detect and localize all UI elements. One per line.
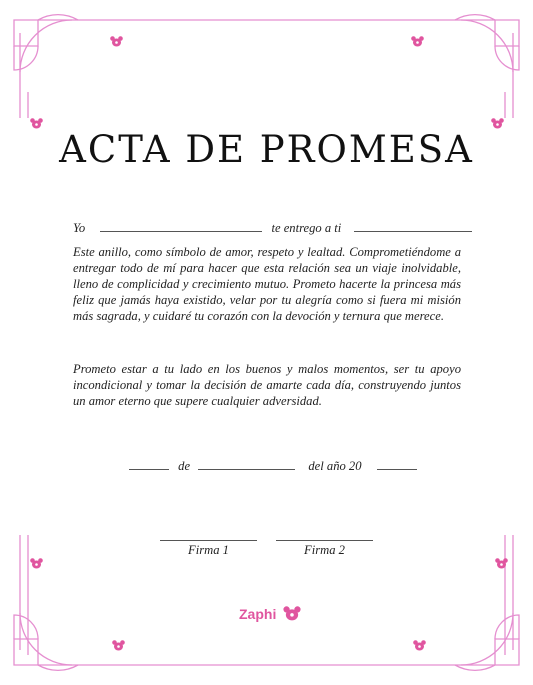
promise-paragraph-2: Prometo estar a tu lado en los buenos y malos momentos, ser tu apoyo incondicional y tomar la decisión de amarte cada día, construyendo juntos un amor eterno que supere cualquier adversidad. [73,362,461,408]
brand-name: Zaphi [239,606,277,622]
day-blank[interactable] [129,459,169,470]
signature-line-2[interactable] [276,540,373,541]
document-title: ACTA DE PROMESA [59,128,474,171]
month-blank[interactable] [198,459,295,470]
firma-2-label: Firma 2 [304,543,345,557]
receiver-name-blank[interactable] [354,221,472,232]
date-year-label: del año 20 [308,459,362,473]
promise-paragraph-1: Este anillo, como símbolo de amor, respeto y lealtad. Comprometiéndome a entregar todo de mí para hacer que esta relación sea un viaje inolvidable, lleno de complicidad y crecimiento mutuo. Prometo hacerte la princesa más feliz que jamás haya existido, velar por tu alegría como si fuera mi misión más sagrada, y cuidaré tu corazón con la devoción y ternura que merece. [73,245,461,323]
entrego-label: te entrego a ti [271,221,342,235]
year-blank[interactable] [377,459,417,470]
teddy-bear-icon [110,36,123,47]
firma-1-label: Firma 1 [188,543,229,557]
date-line [129,459,417,474]
date-de-label: de [178,459,191,473]
yo-line [73,221,472,236]
brand-logo [239,606,276,622]
teddy-bear-icon [283,606,301,621]
yo-label: Yo [73,221,86,235]
teddy-bear-icon [411,36,424,47]
signature-line-1[interactable] [160,540,257,541]
teddy-bear-icon [30,558,43,569]
teddy-bear-icon [413,640,426,651]
teddy-bear-icon [112,640,125,651]
teddy-bear-icon [495,558,508,569]
giver-name-blank[interactable] [100,221,262,232]
